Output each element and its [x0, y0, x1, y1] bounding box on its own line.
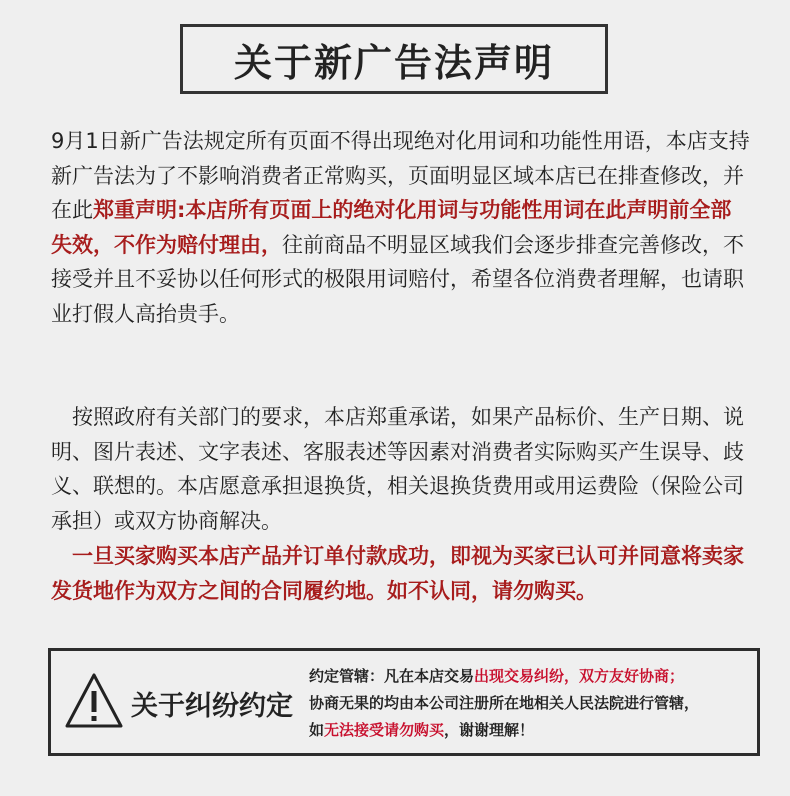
purchase-agreement-paragraph [51, 539, 751, 608]
notice-line-3-highlight: 无法接受请勿购买 [324, 721, 445, 739]
notice-line-3-post: ，谢谢理解！ [444, 721, 535, 739]
notice-line-1 [309, 663, 757, 690]
notice-line-1-highlight: 出现交易纠纷，双方友好协商； [474, 667, 685, 685]
jurisdiction-label: 约定管辖： [309, 667, 385, 685]
declaration-text-post: 往前商品不明显区域我们会逐步排查完善修改，不接受并且不妥协以任何形式的极限用词赔付，希望各位消费者理解，也请职业打假人高抬贵手。 [51, 232, 744, 326]
notice-line-3-pre: 如 [309, 721, 325, 739]
declaration-text-pre: 9月1日新广告法规定所有页面不得出现绝对化用词和功能性用语，本店支持新广告法为了不影响消费者正常购买，页面明显区域本店已在排查修改，并在此 [51, 129, 750, 223]
dispute-notice-text [309, 663, 757, 744]
notice-line-2: 协商无果的均由本公司注册所在地相关人民法院进行管辖， [309, 694, 700, 712]
warning-triangle-icon [63, 671, 125, 731]
page-title-box [180, 24, 608, 94]
page-title: 关于新广告法声明 [233, 40, 554, 85]
dispute-notice-title: 关于纠纷约定 [131, 691, 293, 722]
commitment-paragraph [51, 400, 751, 538]
notice-line-1-text: 凡在本店交易 [384, 667, 475, 685]
declaration-paragraph [51, 124, 751, 332]
notice-line-3 [309, 717, 757, 744]
dispute-notice-box [48, 648, 760, 756]
declaration-highlight: 郑重声明:本店所有页面上的绝对化用词与功能性用词在此声明前全部失效，不作为赔付理由， [51, 198, 732, 257]
commitment-text: 按照政府有关部门的要求，本店郑重承诺，如果产品标价、生产日期、说明、图片表述、文字表述、客服表述等因素对消费者实际购买产生误导、歧义、联想的。本店愿意承担退换货，相关退换货费用或用运费险（保险公司承担）或双方协商解决。 [51, 405, 744, 533]
purchase-agreement-text: 一旦买家购买本店产品并订单付款成功，即视为买家已认可并同意将卖家发货地作为双方之间的合同履约地。如不认同，请勿购买。 [51, 544, 744, 603]
